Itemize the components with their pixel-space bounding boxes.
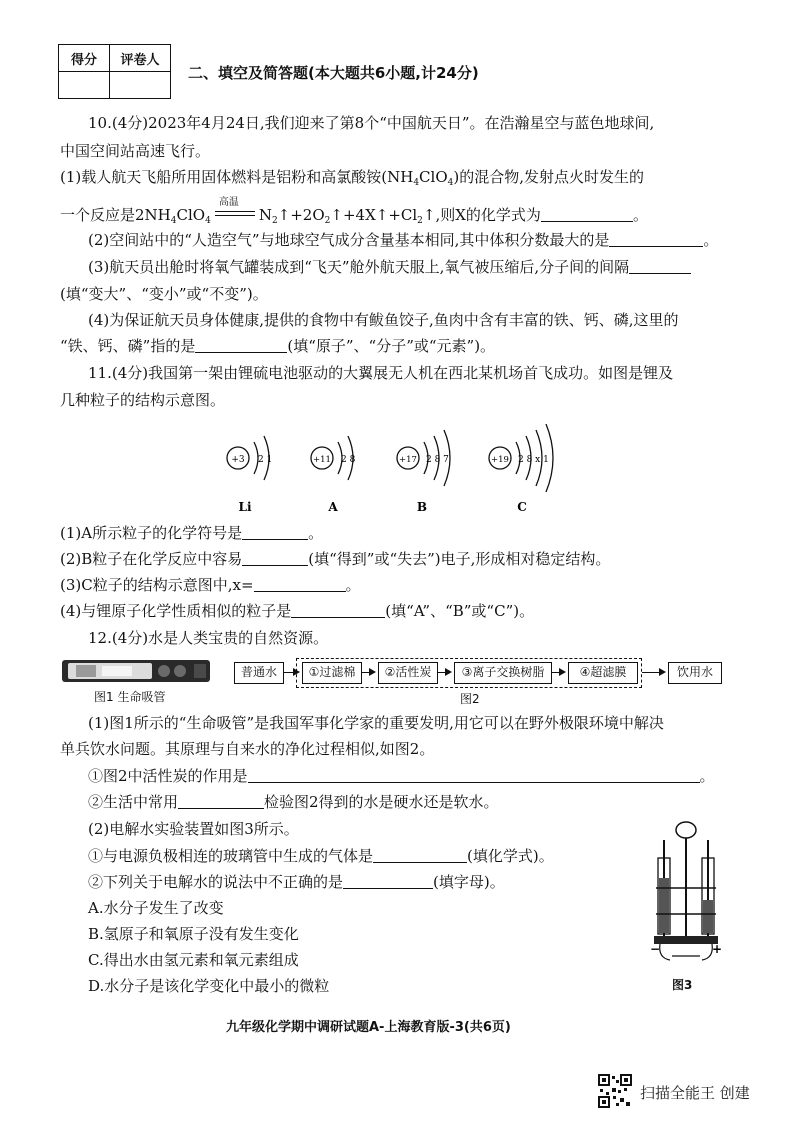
q12-electrolysis-1: ①与电源负极相连的玻璃管中生成的气体是 (填化学式)。 (88, 847, 554, 865)
q12-part1-line1: (1)图1所示的“生命吸管”是我国军事化学家的重要发明,用它可以在野外极限环境中解决 (88, 714, 664, 732)
q12-electrolysis-2: ②下列关于电解水的说法中不正确的是 (填字母)。 (88, 873, 505, 891)
atom-li-label: Li (238, 500, 252, 514)
watermark-text: 扫描全能王 创建 (640, 1084, 750, 1102)
q12-stem: 12.(4分)水是人类宝贵的自然资源。 (88, 629, 329, 647)
flow-step-ordinary-water: 普通水 (234, 662, 284, 684)
flow-step-resin: ③离子交换树脂 (454, 662, 552, 684)
q11-part2: (2)B粒子在化学反应中容易 (填“得到”或“失去”)电子,形成相对稳定结构。 (60, 550, 611, 568)
q12-option-b: B.氢原子和氧原子没有发生变化 (88, 925, 299, 943)
q11-stem-2: 几种粒子的结构示意图。 (60, 391, 226, 409)
q10-stem-2: 中国空间站高速飞行。 (60, 142, 211, 160)
q10-part4-line2: “铁、钙、磷”指的是 (填“原子”、“分子”或“元素”)。 (60, 337, 496, 355)
q12-option-d: D.水分子是该化学变化中最小的微粒 (88, 977, 330, 995)
q11-stem-1: 11.(4分)我国第一架由锂硫电池驱动的大翼展无人机在西北某机场首飞成功。如图是锂及 (88, 364, 674, 382)
grader-cell[interactable] (110, 72, 171, 99)
flow-arrow (438, 672, 450, 673)
flow-arrow (642, 672, 664, 673)
q12-part2: (2)电解水实验装置如图3所示。 (88, 820, 299, 838)
q10-part3-line1: (3)航天员出舱时将氧气罐装成到“飞天”舱外航天服上,氧气被压缩后,分子间的间隔 (88, 256, 691, 277)
q10-part4-line1: (4)为保证航天员身体健康,提供的食物中有鲅鱼饺子,鱼肉中含有丰富的铁、钙、磷,这里的 (88, 311, 679, 329)
electrolysis-apparatus-figure (650, 818, 722, 968)
q11-answer-blank-2[interactable] (242, 551, 308, 566)
fig3-plus-sign: + (712, 942, 722, 956)
q10-part1-line1: (1)载人航天飞船所用固体燃料是铝粉和高氯酸铵$(NH_4ClO_4)$的混合物,发射点火时发生的 (60, 168, 644, 188)
q12-option-c: C.得出水由氢元素和氧元素组成 (88, 951, 299, 969)
flow-step-cotton: ①过滤棉 (302, 662, 362, 684)
atom-c-label: C (517, 500, 527, 514)
q12-item-2: ②生活中常用 检验图2得到的水是硬水还是软水。 (88, 793, 499, 811)
q12-answer-blank-4[interactable] (343, 874, 433, 889)
qr-code-icon (598, 1074, 632, 1108)
flow-step-carbon: ②活性炭 (378, 662, 438, 684)
atom-c-nucleus: +19 (491, 455, 509, 465)
q10-answer-blank-1[interactable] (541, 207, 633, 222)
atom-b-label: B (416, 500, 428, 514)
atom-b-nucleus: +17 (399, 455, 417, 465)
score-table (58, 44, 171, 99)
atom-li (227, 436, 272, 514)
atom-li-electrons: 2 1 (258, 455, 273, 465)
flow-arrow (552, 672, 564, 673)
atom-li-nucleus: +3 (231, 455, 245, 465)
atom-structure-diagram (200, 424, 580, 520)
atom-a-label: A (328, 500, 338, 514)
flow-arrow (362, 672, 374, 673)
q11-part3: (3)C粒子的结构示意图中,x= 。 (60, 576, 361, 594)
score-label: 得分 (59, 45, 110, 72)
fig2-caption: 图2 (460, 692, 480, 706)
q10-part3-line2: (填“变大”、“变小”或“不变”)。 (60, 285, 268, 303)
q10-answer-blank-2[interactable] (609, 232, 703, 247)
life-straw-figure (62, 656, 210, 686)
q12-item-1: ①图2中活性炭的作用是 。 (88, 767, 715, 785)
atom-c (489, 424, 553, 514)
q12-option-a: A.水分子发生了改变 (88, 899, 224, 917)
q12-answer-blank-2[interactable] (178, 794, 264, 809)
page-footer: 九年级化学期中调研试题A-上海教育版-3(共6页) (226, 1020, 511, 1035)
atom-a-electrons: 2 8 (341, 455, 356, 465)
q11-answer-blank-4[interactable] (291, 603, 385, 618)
atom-a-nucleus: +11 (313, 455, 331, 465)
atom-c-electrons: 2 8 x 1 (518, 455, 549, 465)
reaction-condition: 高温 (211, 206, 259, 224)
atom-a (311, 436, 356, 514)
atom-b-electrons: 2 8 7 (426, 455, 449, 465)
fig1-caption: 图1 生命吸管 (94, 690, 166, 704)
q12-answer-blank-3[interactable] (373, 848, 467, 863)
grader-label: 评卷人 (110, 45, 171, 72)
q10-answer-blank-3[interactable] (629, 259, 691, 274)
score-cell[interactable] (59, 72, 110, 99)
q11-answer-blank-3[interactable] (254, 577, 346, 592)
q11-part4: (4)与锂原子化学性质相似的粒子是 (填“A”、“B”或“C”)。 (60, 602, 535, 620)
flow-step-drinking-water: 饮用水 (668, 662, 722, 684)
q12-part1-line2: 单兵饮水问题。其原理与自来水的净化过程相似,如图2。 (60, 740, 435, 758)
q11-part1: (1)A所示粒子的化学符号是 。 (60, 524, 324, 542)
q10-part1-line2: 一个反应是$2NH_4ClO_4$ 高温 $N_2↑+2O_2↑+4X↑+Cl_2↑$,则X的化学式为 。 (60, 197, 648, 226)
fig3-caption: 图3 (672, 978, 693, 992)
q10-stem-1: 10.(4分)2023年4月24日,我们迎来了第8个“中国航天日”。在浩瀚星空与蓝色地球间, (88, 114, 655, 132)
q10-answer-blank-4[interactable] (195, 338, 287, 353)
atom-b (397, 430, 450, 514)
q12-answer-blank-1[interactable] (248, 768, 700, 783)
q10-part2: (2)空间站中的“人造空气”与地球空气成分含量基本相同,其中体积分数最大的是 。 (88, 231, 719, 249)
fig3-minus-sign: − (650, 942, 661, 956)
section-title: 二、填空及简答题(本大题共6小题,计24分) (188, 64, 479, 82)
flow-step-membrane: ④超滤膜 (568, 662, 638, 684)
q11-answer-blank-1[interactable] (242, 525, 308, 540)
